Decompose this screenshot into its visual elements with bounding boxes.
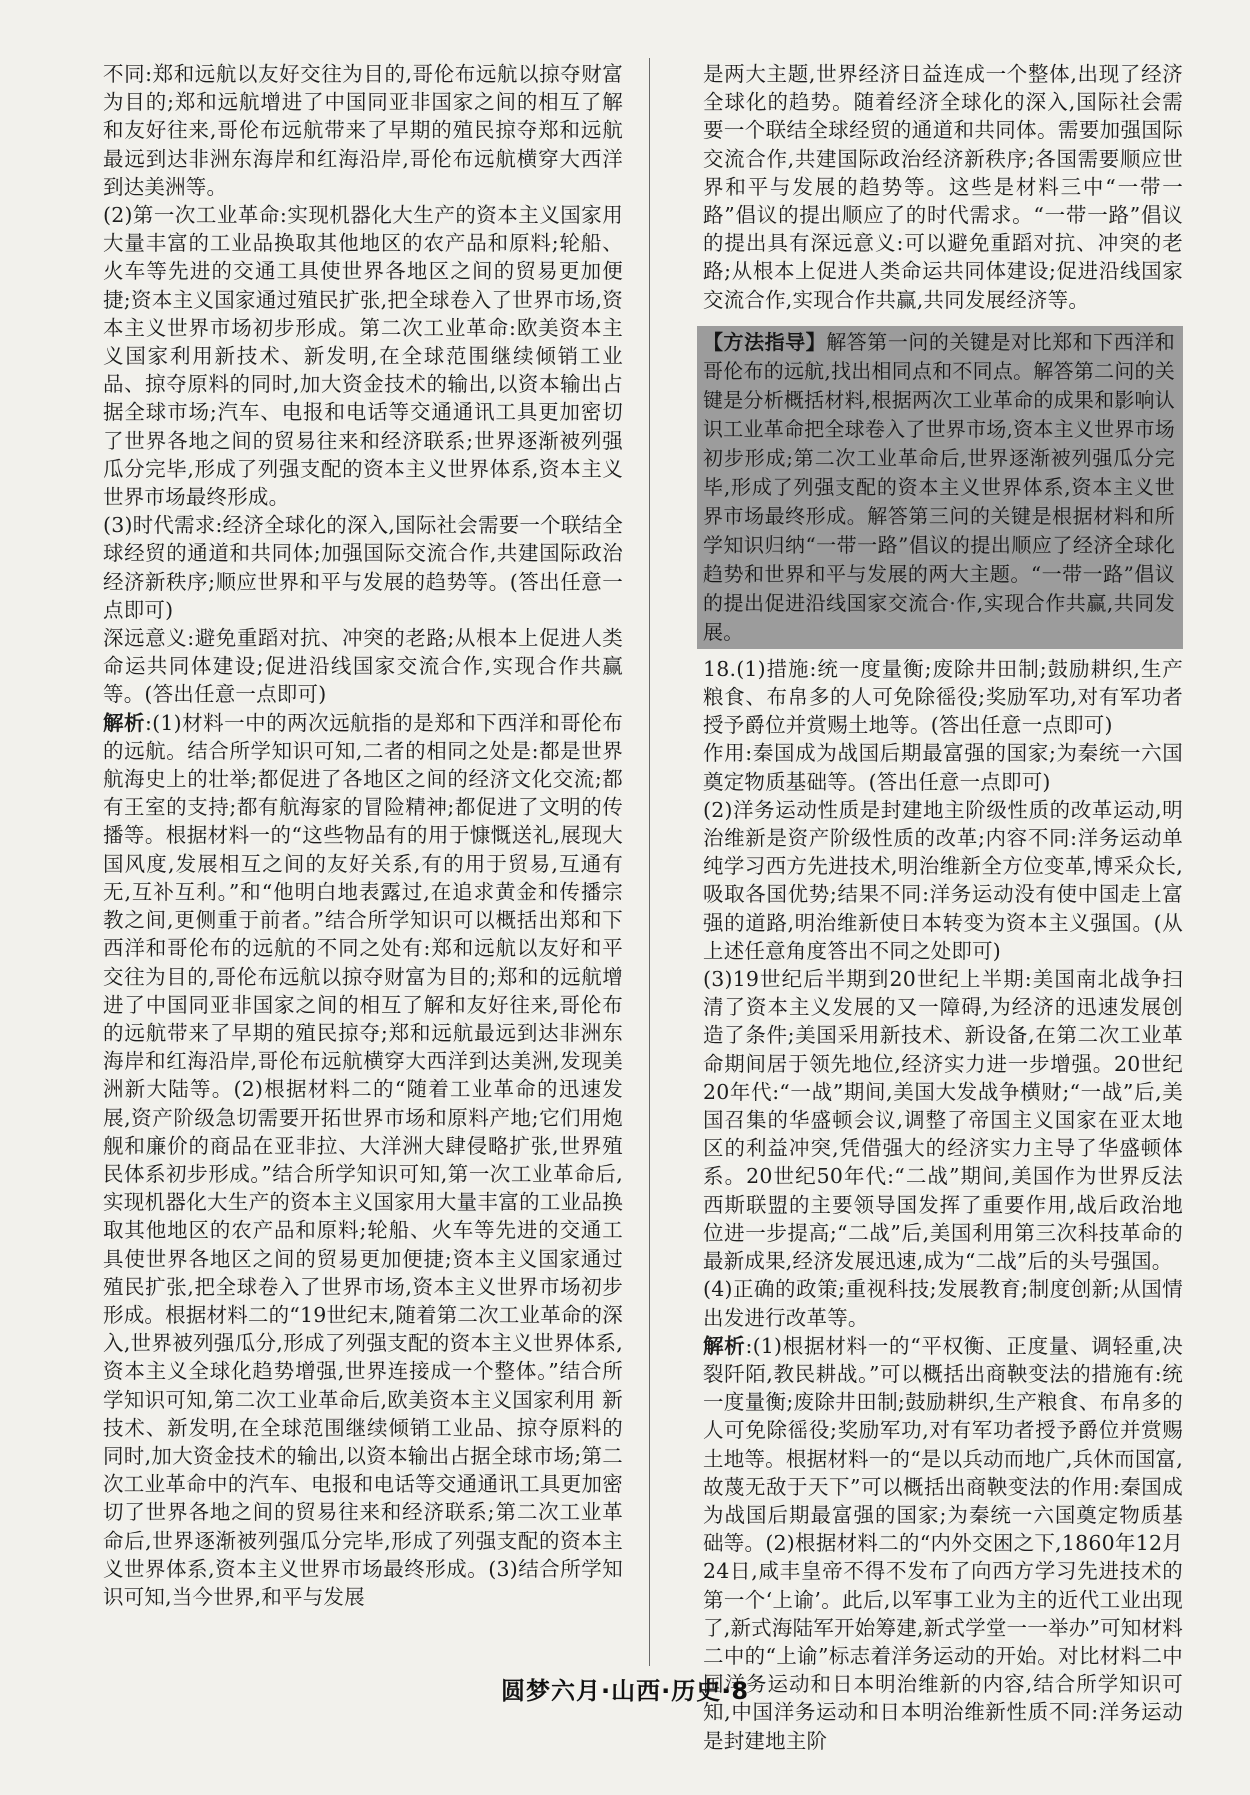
answer-18-4: (4)正确的政策;重视科技;发展教育;制度创新;从国情出发进行改革等。 (703, 1277, 1183, 1330)
method-guide-label: 【方法指导】 (703, 329, 827, 354)
method-guide-box (697, 326, 1183, 649)
answer-18-1-measures: 18.(1)措施:统一度量衡;废除井田制;鼓励耕织,生产粮食、布帛多的人可免除徭役;奖励军功,对有军功者授予爵位并赏赐土地等。(答出任意一点即可) (703, 656, 1183, 738)
answer-17-1-diff: 不同:郑和远航以友好交往为目的,哥伦布远航以掠夺财富为目的;郑和远航增进了中国同亚非国家之间的相互了解和友好往来,哥伦布远航带来了早期的殖民掠夺郑和远航最远到达非洲东海岸和红海沿岸,哥伦布远航横穿大西洋到达美洲等。 (103, 62, 623, 199)
analysis-17 (103, 709, 623, 1612)
answer-18-1-effect: 作用:秦国成为战国后期最富强的国家;为秦统一六国奠定物质基础等。(答出任意一点即可) (703, 741, 1183, 794)
answer-17-3-need: (3)时代需求:经济全球化的深入,国际社会需要一个联结全球经贸的通道和共同体;加强国际交流合作,共建国际政治经济新秩序;顺应世界和平与发展的趋势等。(答出任意一点即可) (103, 513, 623, 622)
answer-18-2: (2)洋务运动性质是封建地主阶级性质的改革运动,明治维新是资产阶级性质的改革;内容不同:洋务运动单纯学习西方先进技术,明治维新全方位变革,博采众长,吸取各国优势;结果不同:洋务运动没有使中国走上富强的道路,明治维新使日本转变为资本主义强国。(从上述任意角度答出不同之处即可) (703, 797, 1183, 963)
answer-17-3-meaning: 深远意义:避免重蹈对抗、冲突的老路;从根本上促进人类命运共同体建设;促进沿线国家交流合作,实现合作共赢等。(答出任意一点即可) (103, 626, 623, 707)
analysis-18-text: :(1)根据材料一的“平权衡、正度量、调轻重,决裂阡陌,教民耕战。”可以概括出商鞅变法的措施有:统一度量衡;废除井田制;鼓励耕织,生产粮食、布帛多的人可免除徭役;奖励军功,对有军功者授予爵位并赏赐土地等。根据材料一的“是以兵动而地广,兵休而国富,故蔑无敌于天下”可以概括出商鞅变法的作用:秦国成为战国后期最富强的国家;为秦统一六国奠定物质基础等。(2)根据材料二的“内外交困之下,1860年12月24日,咸丰皇帝不得不发布了向西方学习先进技术的第一个‘上谕’。此后,以军事工业为主的近代工业出现了,新式海陆军开始筹建,新式学堂一一举办”可知材料二中的“上谕”标志着洋务运动的开始。对比材料二中国洋务运动和日本明治维新的内容,结合所学知识可知,中国洋务运动和日本明治维新性质不同:洋务运动是封建地主阶 (703, 1333, 1183, 1753)
answer-18-3: (3)19世纪后半期到20世纪上半期:美国南北战争扫清了资本主义发展的又一障碍,为经济的迅速发展创造了条件;美国采用新技术、新设备,在第二次工业革命期间居于领先地位,经济实力进一步增强。20世纪20年代:“一战”期间,美国大发战争横财;“一战”后,美国召集的华盛顿会议,调整了帝国主义国家在亚太地区的利益冲突,凭借强大的经济实力主导了华盛顿体系。20世纪50年代:“二战”期间,美国作为世界反法西斯联盟的主要领导国发挥了重要作用,战后政治地位进一步提高;“二战”后,美国利用第三次科技革命的最新成果,经济发展迅速,成为“二战”后的头号强国。 (703, 967, 1183, 1274)
column-divider (649, 58, 650, 1666)
page-footer: 圆梦六月·山西·历史·8 (500, 1677, 750, 1705)
answer-17-2: (2)第一次工业革命:实现机器化大生产的资本主义国家用大量丰富的工业品换取其他地区的农产品和原料;轮船、火车等先进的交通工具使世界各地区之间的贸易更加便捷;资本主义国家通过殖民扩张,把全球卷入了世界市场,资本主义世界市场初步形成。第二次工业革命:欧美资本主义国家利用新技术、新发明,在全球范围继续倾销工业品、掠夺原料的同时,加大资金技术的输出,以资本输出占据全球市场;汽车、电报和电话等交通通讯工具更加密切了世界各地之间的贸易往来和经济联系;世界逐渐被列强瓜分完毕,形成了列强支配的资本主义世界体系,资本主义世界市场最终形成。 (103, 203, 623, 510)
analysis-label: 解析 (103, 710, 146, 735)
left-column (103, 60, 623, 1611)
right-column (703, 60, 1183, 1755)
analysis-label: 解析 (703, 1333, 746, 1358)
method-guide-text: 解答第一问的关键是对比郑和下西洋和哥伦布的远航,找出相同点和不同点。解答第二问的关键是分析概括材料,根据两次工业革命的成果和影响认识工业革命把全球卷入了世界市场,资本主义世界市场初步形成;第二次工业革命后,世界逐渐被列强瓜分完毕,形成了列强支配的资本主义世界体系,资本主义世界市场最终形成。解答第三问的关键是根据材料和所学知识归纳“一带一路”倡议的提出顺应了经济全球化趋势和世界和平与发展的两大主题。“一带一路”倡议的提出促进沿线国家交流合·作,实现合作共赢,共同发展。 (703, 329, 1175, 644)
analysis-17-continued: 是两大主题,世界经济日益连成一个整体,出现了经济全球化的趋势。随着经济全球化的深入,国际社会需要一个联结全球经贸的通道和共同体。需要加强国际交流合作,共建国际政治经济新秩序;各国需要顺应世界和平与发展的趋势等。这些是材料三中“一带一路”倡议的提出顺应了的时代需求。“一带一路”倡议的提出具有深远意义:可以避免重蹈对抗、冲突的老路;从根本上促进人类命运共同体建设;促进沿线国家交流合作,实现合作共赢,共同发展经济等。 (703, 62, 1183, 312)
analysis-17-text: :(1)材料一中的两次远航指的是郑和下西洋和哥伦布的远航。结合所学知识可知,二者的相同之处是:都是世界航海史上的壮举;都促进了各地区之间的经济文化交流;都有王室的支持;都有航海家的冒险精神;都促进了文明的传播等。根据材料一的“这些物品有的用于慷慨送礼,展现大国风度,发展相互之间的友好关系,有的用于贸易,互通有无,互补互利。”和“他明白地表露过,在追求黄金和传播宗教之间,更侧重于前者。”结合所学知识可以概括出郑和下西洋和哥伦布的远航的不同之处有:郑和远航以友好和平交往为目的,哥伦布远航以掠夺财富为目的;郑和的远航增进了中国同亚非国家之间的相互了解和友好往来,哥伦布的远航带来了早期的殖民掠夺;郑和远航最远到达非洲东海岸和红海沿岸,哥伦布远航横穿大西洋到达美洲,发现美洲新大陆等。(2)根据材料二的“随着工业革命的迅速发展,资产阶级急切需要开拓世界市场和原料产地;它们用炮舰和廉价的商品在亚非拉、大洋洲大肆侵略扩张,世界殖民体系初步形成。”结合所学知识可知,第一次工业革命后,实现机器化大生产的资本主义国家用大量丰富的工业品换取其他地区的农产品和原料;轮船、火车等先进的交通工具使世界各地区之间的贸易更加便捷;资本主义国家通过殖民扩张,把全球卷入了世界市场,资本主义世界市场初步形成。根据材料二的“19世纪末,随着第二次工业革命的深入,世界被列强瓜分,形成了列强支配的资本主义世界体系,资本主义全球化趋势增强,世界连接成一个整体。”结合所学知识可知,第二次工业革命后,欧美资本主义国家利用 新技术、新发明,在全球范围继续倾销工业品、掠夺原料的同时,加大资金技术的输出,以资本输出占据全球市场;第二次工业革命中的汽车、电报和电话等交通通讯工具更加密切了世界各地之间的贸易往来和经济联系;第二次工业革命后,世界逐渐被列强瓜分完毕,形成了列强支配的资本主义世界体系,资本主义世界市场最终形成。(3)结合所学知识可知,当今世界,和平与发展 (103, 710, 623, 1609)
